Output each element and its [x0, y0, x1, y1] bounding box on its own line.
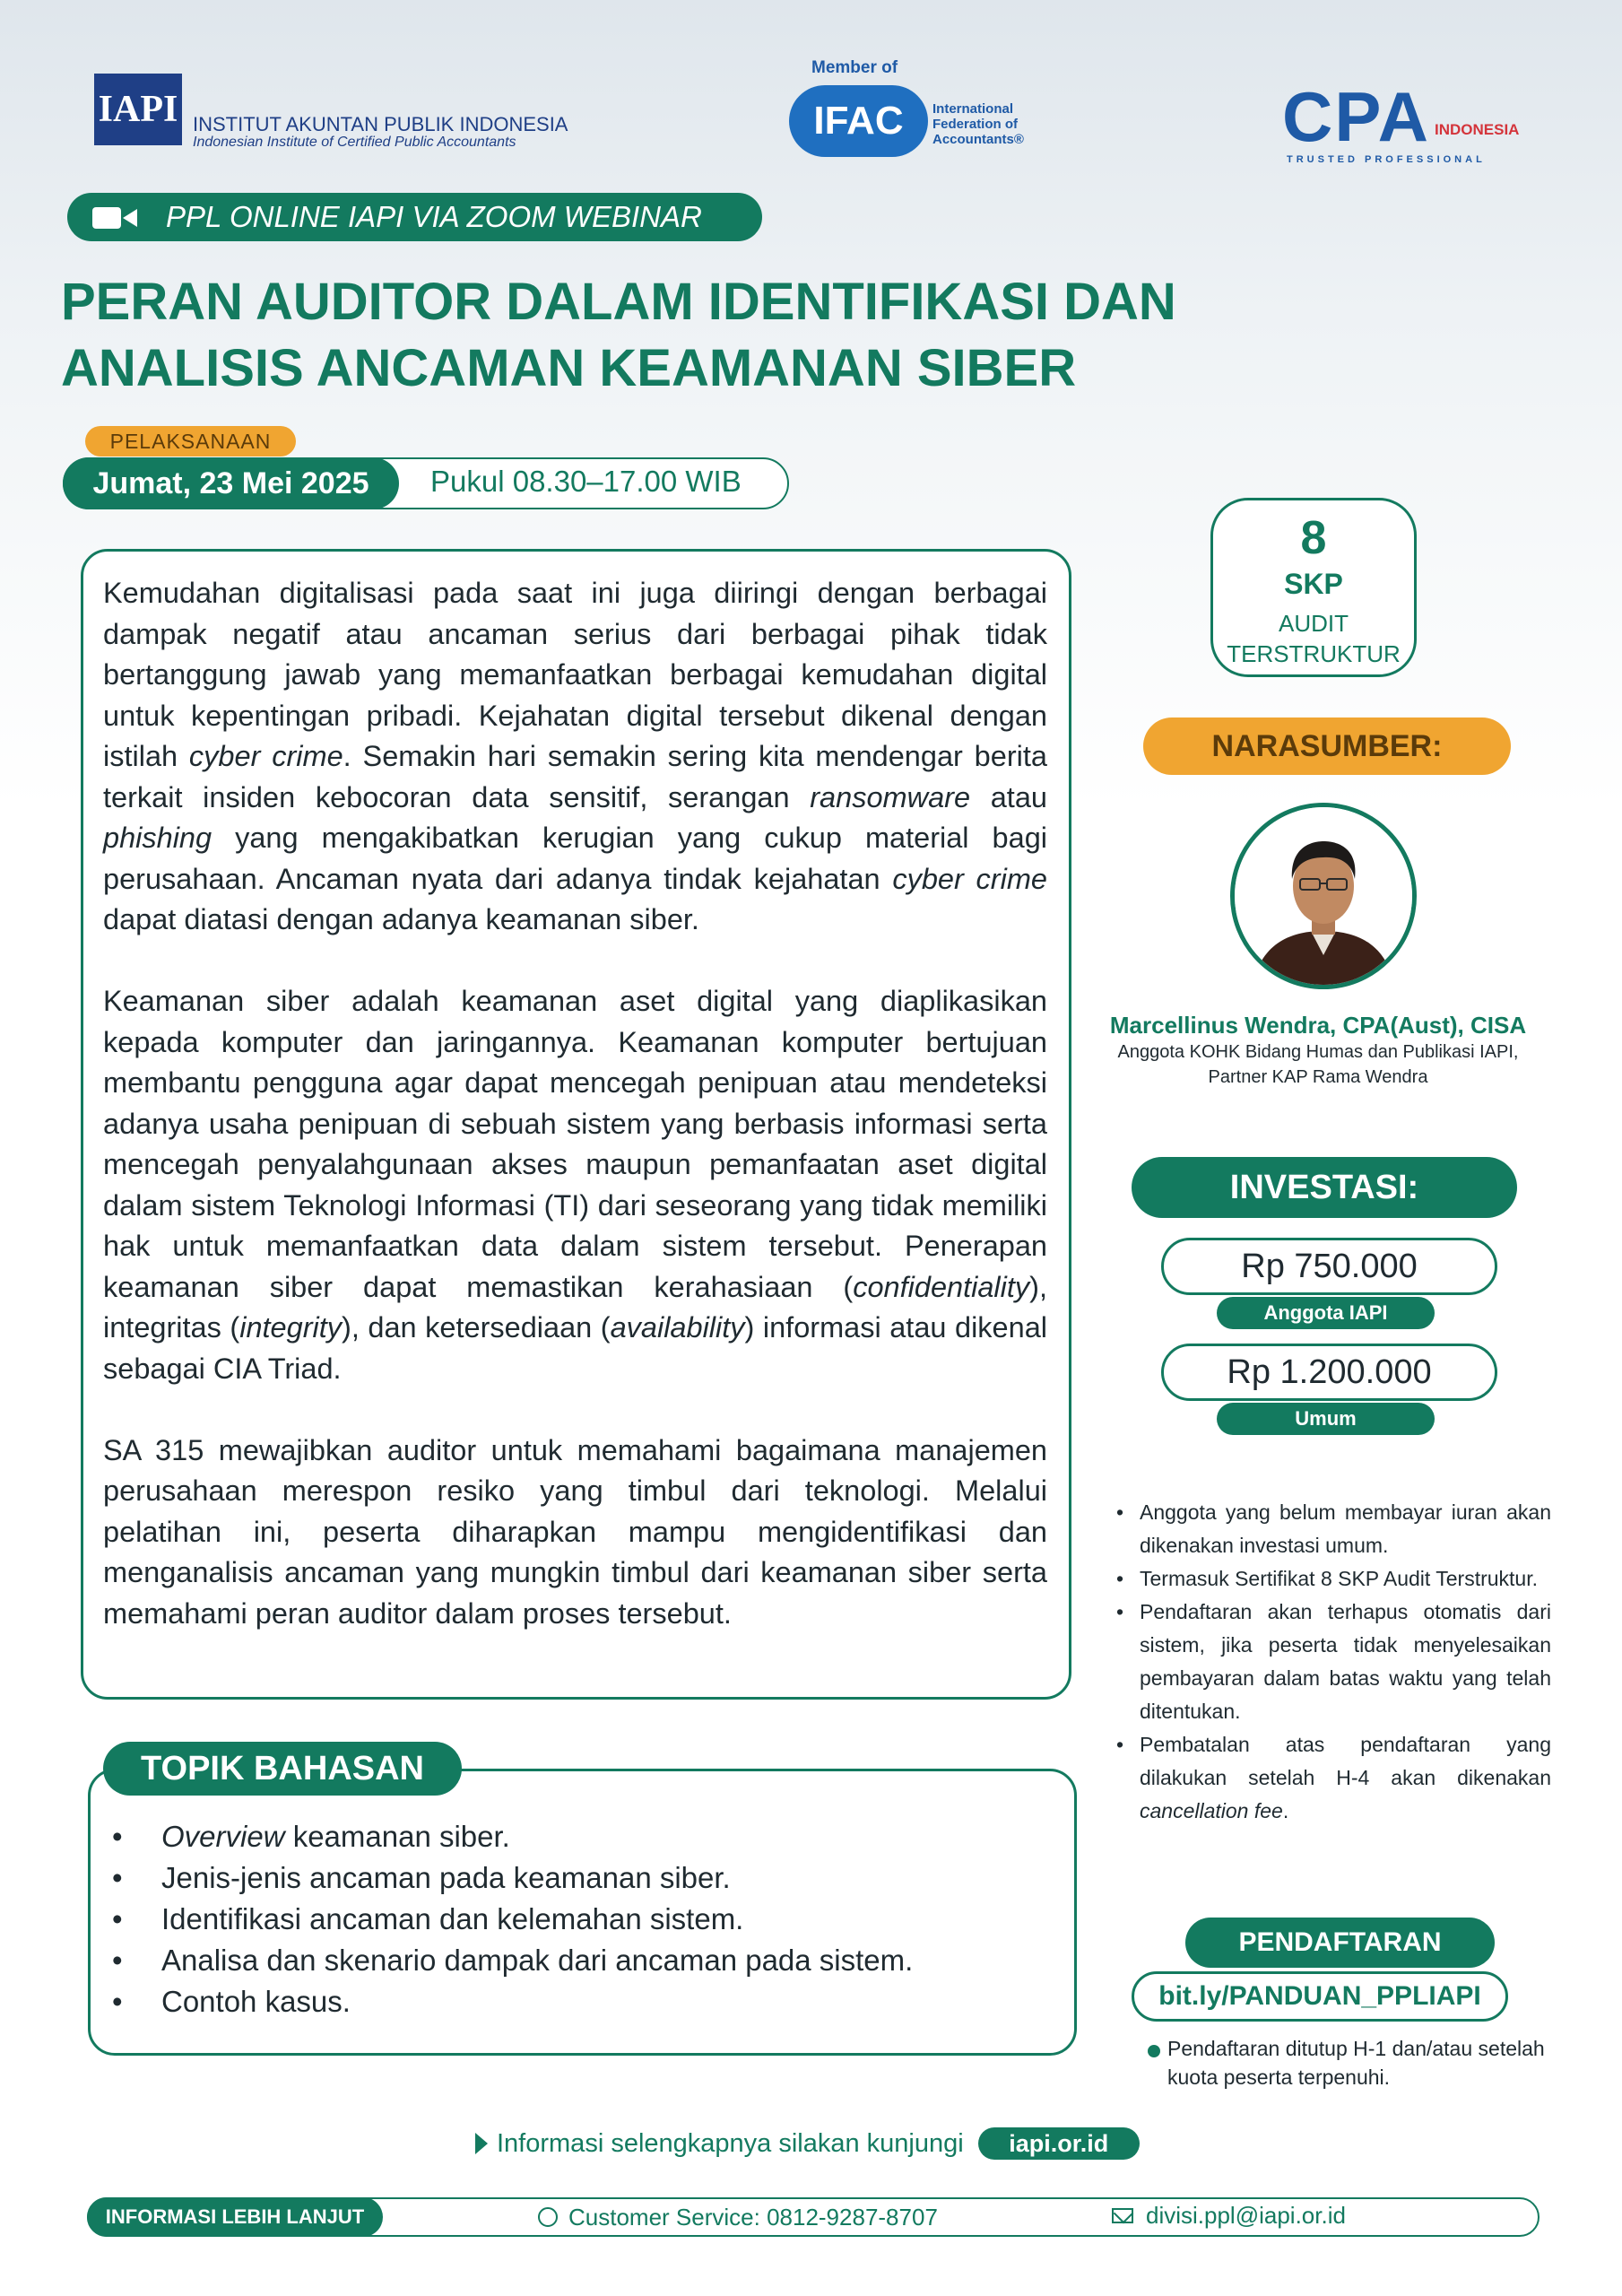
video-camera-icon	[92, 206, 137, 230]
ifac-text: International Federation of Accountants®	[932, 101, 1024, 147]
speaker-section-label: NARASUMBER:	[1143, 718, 1511, 775]
topics-list	[112, 1816, 1063, 2022]
speaker-name: Marcellinus Wendra, CPA(Aust), CISA	[1109, 1012, 1527, 1039]
cpa-indonesia-logo	[1282, 76, 1551, 166]
play-arrow-icon	[475, 2133, 488, 2154]
description-paragraph-2: Keamanan siber adalah keamanan aset digital yang diaplikasikan kepada komputer dan jaringannya. Keamanan komputer bertujuan membantu pengguna agar dapat mencegah penipuan atau mendeteksi adanya usaha penipuan di sebuah sistem yang berbasis informasi serta mencegah penyalahgunaan akses maupun pemanfaatan aset digital dalam sistem Teknologi Informasi (TI) dari seseorang yang tidak memiliki hak untuk memanfaatkan data dalam sistem tersebut. Penerapan keamanan siber dapat memastikan kerahasiaan (confidentiality), integritas (integrity), dan ketersediaan (availability) informasi atau dikenal sebagai CIA Triad.	[103, 985, 1047, 1385]
schedule-label: PELAKSANAAN	[85, 426, 296, 457]
email-contact[interactable]: divisi.ppl@iapi.or.id	[1146, 2202, 1346, 2229]
price-member-category: Anggota IAPI	[1217, 1297, 1435, 1329]
investment-label: INVESTASI:	[1132, 1157, 1517, 1218]
list-item: • Pembatalan atas pendaftaran yang dilakukan setelah H-4 akan dikenakan cancellation fee.	[1116, 1728, 1551, 1828]
list-item: • Pendaftaran akan terhapus otomatis dari sistem, jika peserta tidak menyelesaikan pembayaran dalam batas waktu yang telah ditentukan.	[1116, 1596, 1551, 1728]
person-photo-icon	[1235, 807, 1412, 985]
skp-type: AUDIT TERSTRUKTUR	[1227, 610, 1401, 667]
speaker-role: Anggota KOHK Bidang Humas dan Publikasi IAPI,	[1117, 1042, 1519, 1062]
ifac-logo-mark: IFAC	[789, 85, 928, 157]
ifac-logo	[789, 58, 1058, 166]
description-paragraph-3: SA 315 mewajibkan auditor untuk memahami bagaimana manajemen perusahaan merespon resiko yang timbul dari teknologi. Melalui pelatihan ini, peserta diharapkan mampu mengidentifikasi dan menganalisis ancaman yang mungkin timbul dari keamanan siber serta memahami peran auditor dalam proses tersebut.	[103, 1433, 1047, 1630]
description-paragraph-1: Kemudahan digitalisasi pada saat ini juga diiringi dengan berbagai dampak negatif atau ancaman serius dari berbagai pihak tidak bertanggung jawab yang memanfaatkan berbagai kemudahan digital untuk kepentingan pribadi. Kejahatan digital tersebut dikenal dengan istilah cyber crime. Semakin hari semakin sering kita mendengar berita terkait insiden kebocoran data sensitif, serangan ransomware atau phishing yang mengakibatkan kerugian yang cukup material bagi perusahaan. Ancaman nyata dari adanya tindak kejahatan cyber crime dapat diatasi dengan adanya keamanan siber.	[103, 577, 1047, 935]
iapi-name: INSTITUT AKUNTAN PUBLIK INDONESIA	[193, 113, 568, 135]
iapi-subtitle: Indonesian Institute of Certified Public Accountants	[193, 135, 516, 150]
speaker-avatar	[1230, 803, 1417, 989]
skp-badge	[1210, 498, 1417, 677]
topics-title: TOPIK BAHASAN	[103, 1742, 462, 1796]
list-item: • Identifikasi ancaman dan kelemahan sistem.	[112, 1899, 1063, 1940]
registration-link[interactable]: bit.ly/PANDUAN_PPLIAPI	[1132, 1971, 1508, 2022]
investment-notes	[1116, 1496, 1551, 1828]
more-info-text: Informasi selengkapnya silakan kunjungi	[497, 2128, 964, 2158]
event-time: Pukul 08.30–17.00 WIB	[430, 465, 742, 498]
event-date: Jumat, 23 Mei 2025	[63, 457, 399, 509]
page-title: PERAN AUDITOR DALAM IDENTIFIKASI DAN ANALISIS ANCAMAN KEAMANAN SIBER	[61, 273, 1176, 397]
price-member: Rp 750.000	[1161, 1238, 1497, 1295]
cpa-logo-mark: CPA	[1282, 77, 1430, 156]
list-item: • Overview keamanan siber.	[112, 1816, 1063, 1857]
registration-label: PENDAFTARAN	[1185, 1918, 1495, 1968]
bullet-icon	[1148, 2045, 1160, 2057]
list-item: • Analisa dan skenario dampak dari ancaman pada sistem.	[112, 1940, 1063, 1981]
list-item: • Contoh kasus.	[112, 1981, 1063, 2022]
cpa-tagline: TRUSTED PROFESSIONAL	[1287, 154, 1486, 165]
iapi-logo-mark: IAPI	[94, 74, 182, 145]
registration-note: Pendaftaran ditutup H-1 dan/atau setelah kuota peserta terpenuhi.	[1167, 2037, 1545, 2089]
cpa-country: INDONESIA	[1435, 121, 1520, 138]
mail-icon	[1112, 2208, 1133, 2223]
event-format-text: PPL ONLINE IAPI VIA ZOOM WEBINAR	[166, 200, 702, 233]
price-general: Rp 1.200.000	[1161, 1344, 1497, 1401]
iapi-logo	[94, 74, 568, 150]
list-item: • Termasuk Sertifikat 8 SKP Audit Terstruktur.	[1116, 1562, 1551, 1596]
more-info-line	[475, 2126, 1140, 2161]
price-general-category: Umum	[1217, 1403, 1435, 1435]
speaker-affiliation: Partner KAP Rama Wendra	[1208, 1067, 1428, 1087]
list-item: • Anggota yang belum membayar iuran akan dikenakan investasi umum.	[1116, 1496, 1551, 1562]
customer-service-contact[interactable]: Customer Service: 0812-9287-8707	[568, 2204, 938, 2231]
description-box	[81, 549, 1071, 1700]
skp-value: 8	[1300, 512, 1327, 564]
footer-label: INFORMASI LEBIH LANJUT	[87, 2197, 383, 2237]
ifac-member-label: Member of	[811, 58, 898, 77]
skp-label: SKP	[1284, 568, 1343, 600]
event-format-pill	[67, 193, 762, 241]
website-link[interactable]: iapi.or.id	[978, 2127, 1140, 2160]
whatsapp-icon	[538, 2207, 558, 2227]
list-item: • Jenis-jenis ancaman pada keamanan siber.	[112, 1857, 1063, 1899]
